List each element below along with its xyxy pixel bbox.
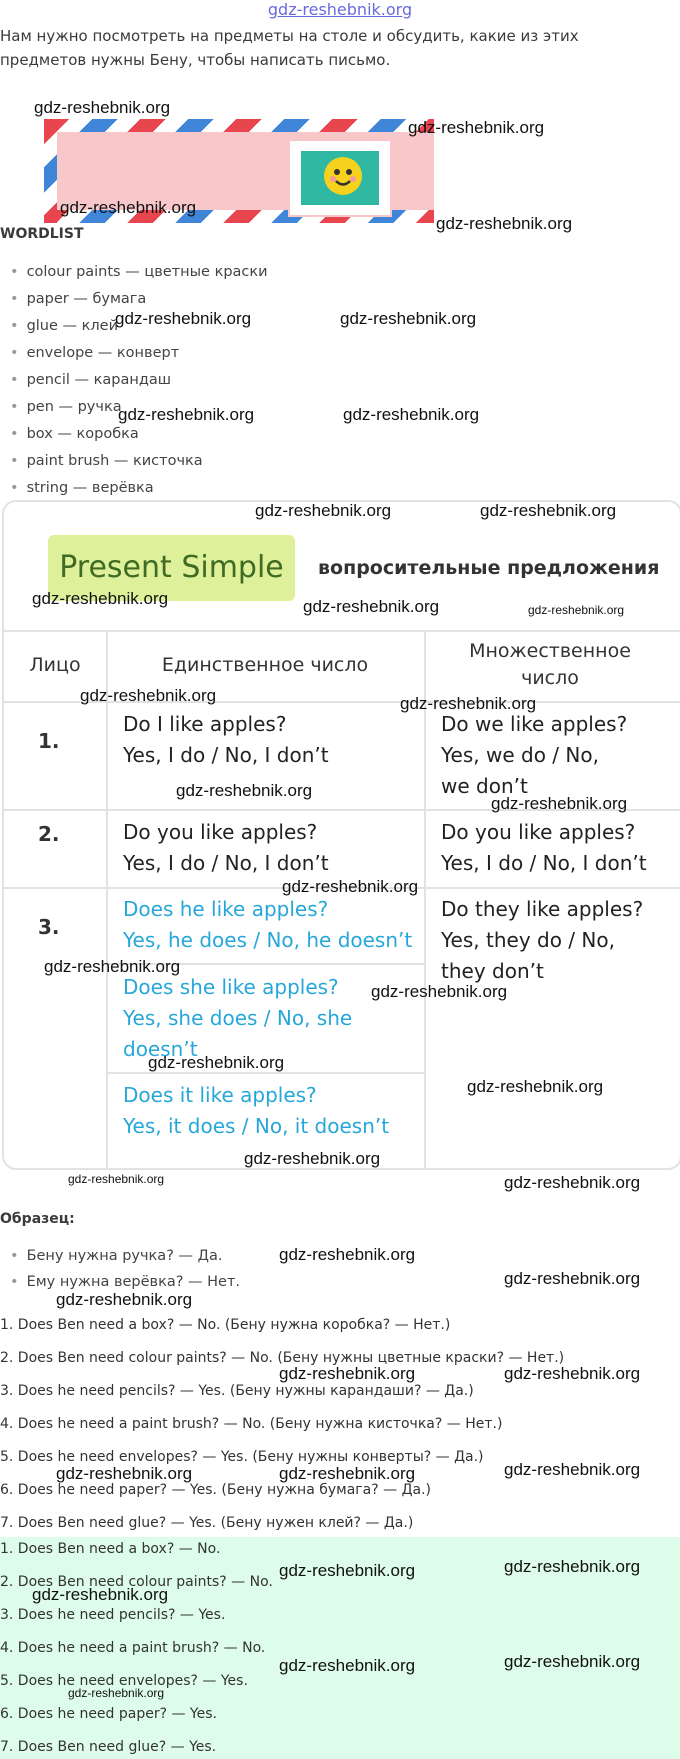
watermark: gdz-reshebnik.org	[80, 686, 217, 705]
table-cell: Yes, it does / No, it doesn’t	[123, 1114, 390, 1138]
watermark: gdz-reshebnik.org	[436, 214, 573, 233]
table-cell: doesn’t	[123, 1037, 198, 1061]
watermark: gdz-reshebnik.org	[244, 1149, 381, 1168]
watermark: gdz-reshebnik.org	[118, 405, 255, 424]
watermark: gdz-reshebnik.org	[504, 1652, 641, 1671]
envelope-stripe-top	[44, 119, 434, 132]
table-cell: Yes, she does / No, she	[123, 1006, 353, 1030]
list-item: • colour paints — цветные краски	[10, 264, 268, 280]
watermark: gdz-reshebnik.org	[68, 1686, 165, 1700]
table-cell: Yes, I do / No, I don’t	[441, 851, 647, 875]
table-cell: Do we like apples?	[441, 712, 628, 736]
watermark: gdz-reshebnik.org	[279, 1364, 416, 1383]
answer-line: 6. Does he need paper? — Yes. (Бену нужна бумага? — Да.)	[0, 1482, 431, 1498]
watermark: gdz-reshebnik.org	[148, 1053, 285, 1072]
list-item: • glue — клей	[10, 318, 118, 334]
watermark: gdz-reshebnik.org	[255, 501, 392, 520]
watermark: gdz-reshebnik.org	[44, 957, 181, 976]
answer-line: 2. Does Ben need colour paints? — No.	[0, 1574, 273, 1590]
site-link[interactable]: gdz-reshebnik.org	[267, 0, 413, 19]
watermark: gdz-reshebnik.org	[176, 781, 313, 800]
answer-line: 2. Does Ben need colour paints? — No. (Бену нужны цветные краски? — Нет.)	[0, 1350, 565, 1366]
watermark: gdz-reshebnik.org	[491, 794, 628, 813]
watermark: gdz-reshebnik.org	[480, 501, 617, 520]
answer-line: 1. Does Ben need a box? — No.	[0, 1541, 221, 1557]
header-plural: Множественное	[469, 640, 631, 662]
answer-line: 3. Does he need pencils? — Yes. (Бену нужны карандаши? — Да.)	[0, 1383, 474, 1399]
watermark: gdz-reshebnik.org	[279, 1656, 416, 1675]
watermark: gdz-reshebnik.org	[343, 405, 480, 424]
watermark: gdz-reshebnik.org	[340, 309, 477, 328]
watermark: gdz-reshebnik.org	[408, 118, 545, 137]
watermark: gdz-reshebnik.org	[279, 1464, 416, 1483]
watermark: gdz-reshebnik.org	[282, 877, 419, 896]
table-cell: Yes, he does / No, he doesn’t	[123, 928, 413, 952]
list-item: • Бену нужна ручка? — Да.	[10, 1248, 222, 1264]
watermark: gdz-reshebnik.org	[115, 309, 252, 328]
watermark: gdz-reshebnik.org	[371, 982, 508, 1001]
watermark: gdz-reshebnik.org	[504, 1364, 641, 1383]
header-singular: Единственное число	[161, 654, 369, 676]
list-item: • paint brush — кисточка	[10, 453, 203, 469]
table-cell: Yes, we do / No,	[441, 743, 599, 767]
answer-line: 6. Does he need paper? — Yes.	[0, 1706, 217, 1722]
list-item: • pencil — карандаш	[10, 372, 171, 388]
tense-badge: Present Simple	[48, 535, 295, 601]
answer-line: 3. Does he need pencils? — Yes.	[0, 1607, 226, 1623]
row-number: 3.	[38, 915, 60, 939]
list-item: • Ему нужна верёвка? — Нет.	[10, 1274, 240, 1290]
answer-line: 7. Does Ben need glue? — Yes. (Бену нужен клей? — Да.)	[0, 1515, 414, 1531]
table-subtitle: вопросительные предложения	[318, 557, 660, 579]
table-cell: they don’t	[441, 959, 544, 983]
watermark: gdz-reshebnik.org	[504, 1557, 641, 1576]
table-cell: Do they like apples?	[441, 897, 644, 921]
list-item: • string — верёвка	[10, 480, 154, 496]
table-cell: Yes, I do / No, I don’t	[123, 851, 329, 875]
watermark: gdz-reshebnik.org	[32, 589, 169, 608]
row-number: 1.	[38, 729, 60, 753]
answer-line: 5. Does he need envelopes? — Yes.	[0, 1673, 248, 1689]
watermark: gdz-reshebnik.org	[60, 198, 197, 217]
header-plural-2: число	[521, 667, 579, 689]
watermark: gdz-reshebnik.org	[467, 1077, 604, 1096]
watermark: gdz-reshebnik.org	[279, 1245, 416, 1264]
list-item: • envelope — конверт	[10, 345, 179, 361]
envelope-stripe-right	[44, 119, 57, 223]
watermark: gdz-reshebnik.org	[279, 1561, 416, 1580]
table-cell: Do you like apples?	[441, 820, 636, 844]
sample-title: Образец:	[0, 1211, 75, 1227]
watermark: gdz-reshebnik.org	[32, 1585, 169, 1604]
watermark: gdz-reshebnik.org	[504, 1269, 641, 1288]
list-item: • paper — бумага	[10, 291, 146, 307]
answer-line: 4. Does he need a paint brush? — No. (Бену нужна кисточка? — Нет.)	[0, 1416, 503, 1432]
table-cell: Yes, I do / No, I don’t	[123, 743, 329, 767]
watermark: gdz-reshebnik.org	[400, 694, 537, 713]
watermark: gdz-reshebnik.org	[504, 1460, 641, 1479]
row-number: 2.	[38, 822, 60, 846]
watermark: gdz-reshebnik.org	[303, 597, 440, 616]
watermark: gdz-reshebnik.org	[504, 1173, 641, 1192]
table-cell: Yes, they do / No,	[441, 928, 615, 952]
list-item: • pen — ручка	[10, 399, 122, 415]
task-intro: Нам нужно посмотреть на предметы на столе и обсудить, какие из этих предметов нужны Бену, чтобы написать письмо.	[0, 27, 579, 69]
watermark: gdz-reshebnik.org	[528, 603, 625, 617]
answer-line: 1. Does Ben need a box? — No. (Бену нужна коробка? — Нет.)	[0, 1317, 451, 1333]
wordlist-title: WORDLIST	[0, 226, 84, 242]
watermark: gdz-reshebnik.org	[68, 1172, 165, 1186]
table-cell: Do you like apples?	[123, 820, 318, 844]
answer-line: 4. Does he need a paint brush? — No.	[0, 1640, 266, 1656]
watermark: gdz-reshebnik.org	[34, 98, 171, 117]
watermark: gdz-reshebnik.org	[56, 1290, 193, 1309]
stamp-icon	[290, 141, 390, 215]
table-cell: Does it like apples?	[123, 1083, 317, 1107]
smiley-icon	[324, 157, 362, 195]
header-person: Лицо	[29, 654, 81, 676]
list-item: • box — коробка	[10, 426, 139, 442]
table-cell: we don’t	[441, 774, 528, 798]
answer-line: 5. Does he need envelopes? — Yes. (Бену нужны конверты? — Да.)	[0, 1449, 484, 1465]
table-cell: Does she like apples?	[123, 975, 339, 999]
watermark: gdz-reshebnik.org	[56, 1464, 193, 1483]
table-cell: Does he like apples?	[123, 897, 329, 921]
answer-line: 7. Does Ben need glue? — Yes.	[0, 1739, 217, 1755]
table-cell: Do I like apples?	[123, 712, 287, 736]
